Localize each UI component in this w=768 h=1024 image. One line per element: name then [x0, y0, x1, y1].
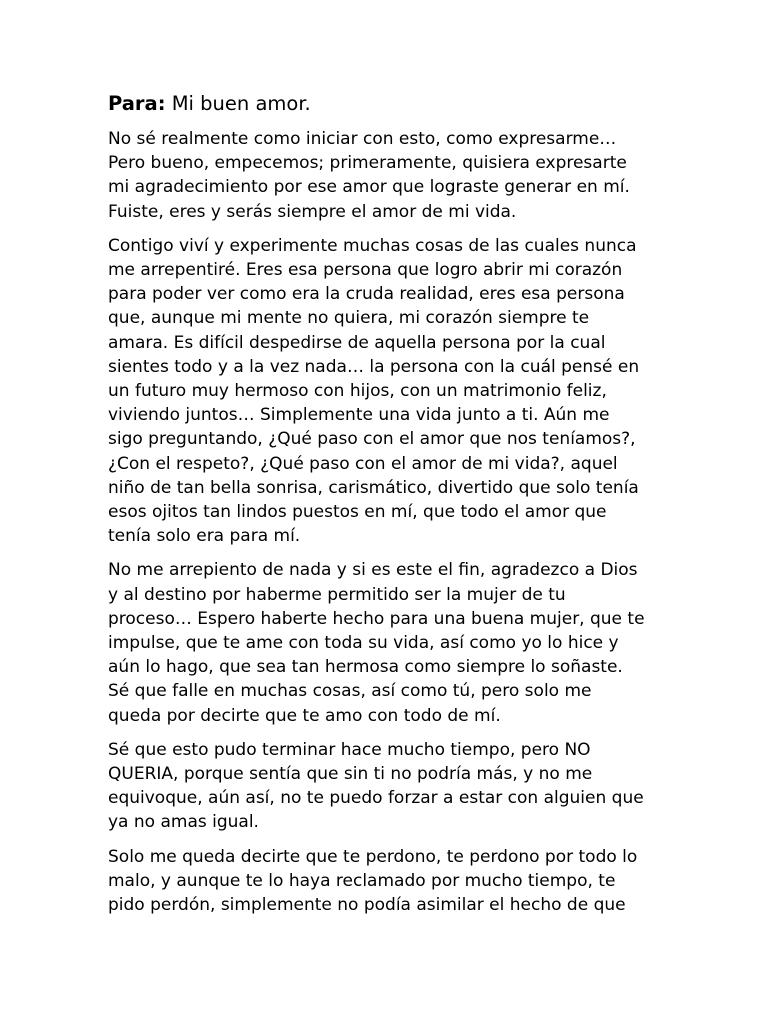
text-line: malo, y aunque te lo haya reclamado por mucho tiempo, te [108, 870, 616, 891]
text-line: Contigo viví y experimente muchas cosas de las cuales nunca [108, 235, 637, 256]
text-line: proceso… Espero haberte hecho para una buena mujer, que te [108, 608, 645, 629]
text-line: viviendo juntos… Simplemente una vida junto a ti. Aún me [108, 405, 610, 426]
text-line: amara. Es difícil despedirse de aquella persona por la cual [108, 332, 606, 353]
text-line: Solo me queda decirte que te perdono, te perdono por todo lo [108, 846, 638, 867]
text-line: ¿Con el respeto?, ¿Qué paso con el amor de mi vida?, aquel [108, 453, 618, 474]
letter-body [108, 127, 668, 917]
letter-paragraph [108, 234, 668, 549]
text-line: Sé que falle en muchas cosas, así como tú, pero solo me [108, 681, 592, 702]
text-line: que, aunque mi mente no quiera, mi corazón siempre te [108, 308, 590, 329]
text-line: un futuro muy hermoso con hijos, con un matrimonio feliz, [108, 381, 607, 402]
text-line: para poder ver como era la cruda realidad, eres esa persona [108, 284, 625, 305]
text-line: No sé realmente como iniciar con esto, como expresarme… [108, 129, 617, 149]
text-line: pido perdón, simplemente no podía asimilar el hecho de que [108, 895, 626, 916]
letter-paragraph [108, 558, 668, 727]
text-line: QUERIA, porque sentía que sin ti no podría más, y no me [108, 764, 593, 785]
text-line: sigo preguntando, ¿Qué paso con el amor que nos teníamos?, [108, 429, 636, 450]
text-line: mi agradecimiento por ese amor que lograste generar en mí. [108, 177, 630, 198]
text-line: sientes todo y a la vez nada… la persona con la cuál pensé en [108, 356, 640, 377]
text-line: niño de tan bella sonrisa, carismático, divertido que solo tenía [108, 477, 639, 498]
salutation-label: Para: [108, 92, 166, 115]
letter-paragraph [108, 127, 668, 224]
text-line: Sé que esto pudo terminar hace mucho tiempo, pero NO [108, 739, 591, 760]
text-line: equivoque, aún así, no te puedo forzar a estar con alguien que [108, 788, 644, 809]
text-line: y al destino por haberme permitido ser la mujer de tu [108, 584, 566, 605]
text-line: Pero bueno, empecemos; primeramente, quisiera expresarte [108, 153, 627, 174]
salutation [108, 90, 668, 118]
text-line: ya no amas igual. [108, 812, 259, 833]
text-line: tenía solo era para mí. [108, 526, 301, 547]
text-line: me arrepentiré. Eres esa persona que logro abrir mi corazón [108, 260, 623, 281]
text-line: Fuiste, eres y serás siempre el amor de mi vida. [108, 201, 517, 222]
letter-page [108, 90, 668, 927]
letter-paragraph [108, 845, 668, 918]
salutation-text: Mi buen amor. [171, 92, 311, 115]
text-line: impulse, que te ame con toda su vida, así como yo lo hice y [108, 633, 619, 654]
text-line: esos ojitos tan lindos puestos en mí, que todo el amor que [108, 502, 607, 523]
text-line: No me arrepiento de nada y si es este el fin, agradezco a Dios [108, 560, 638, 581]
text-line: aún lo hago, que sea tan hermosa como siempre lo soñaste. [108, 657, 623, 678]
letter-paragraph [108, 738, 668, 835]
text-line: queda por decirte que te amo con todo de mí. [108, 705, 501, 726]
